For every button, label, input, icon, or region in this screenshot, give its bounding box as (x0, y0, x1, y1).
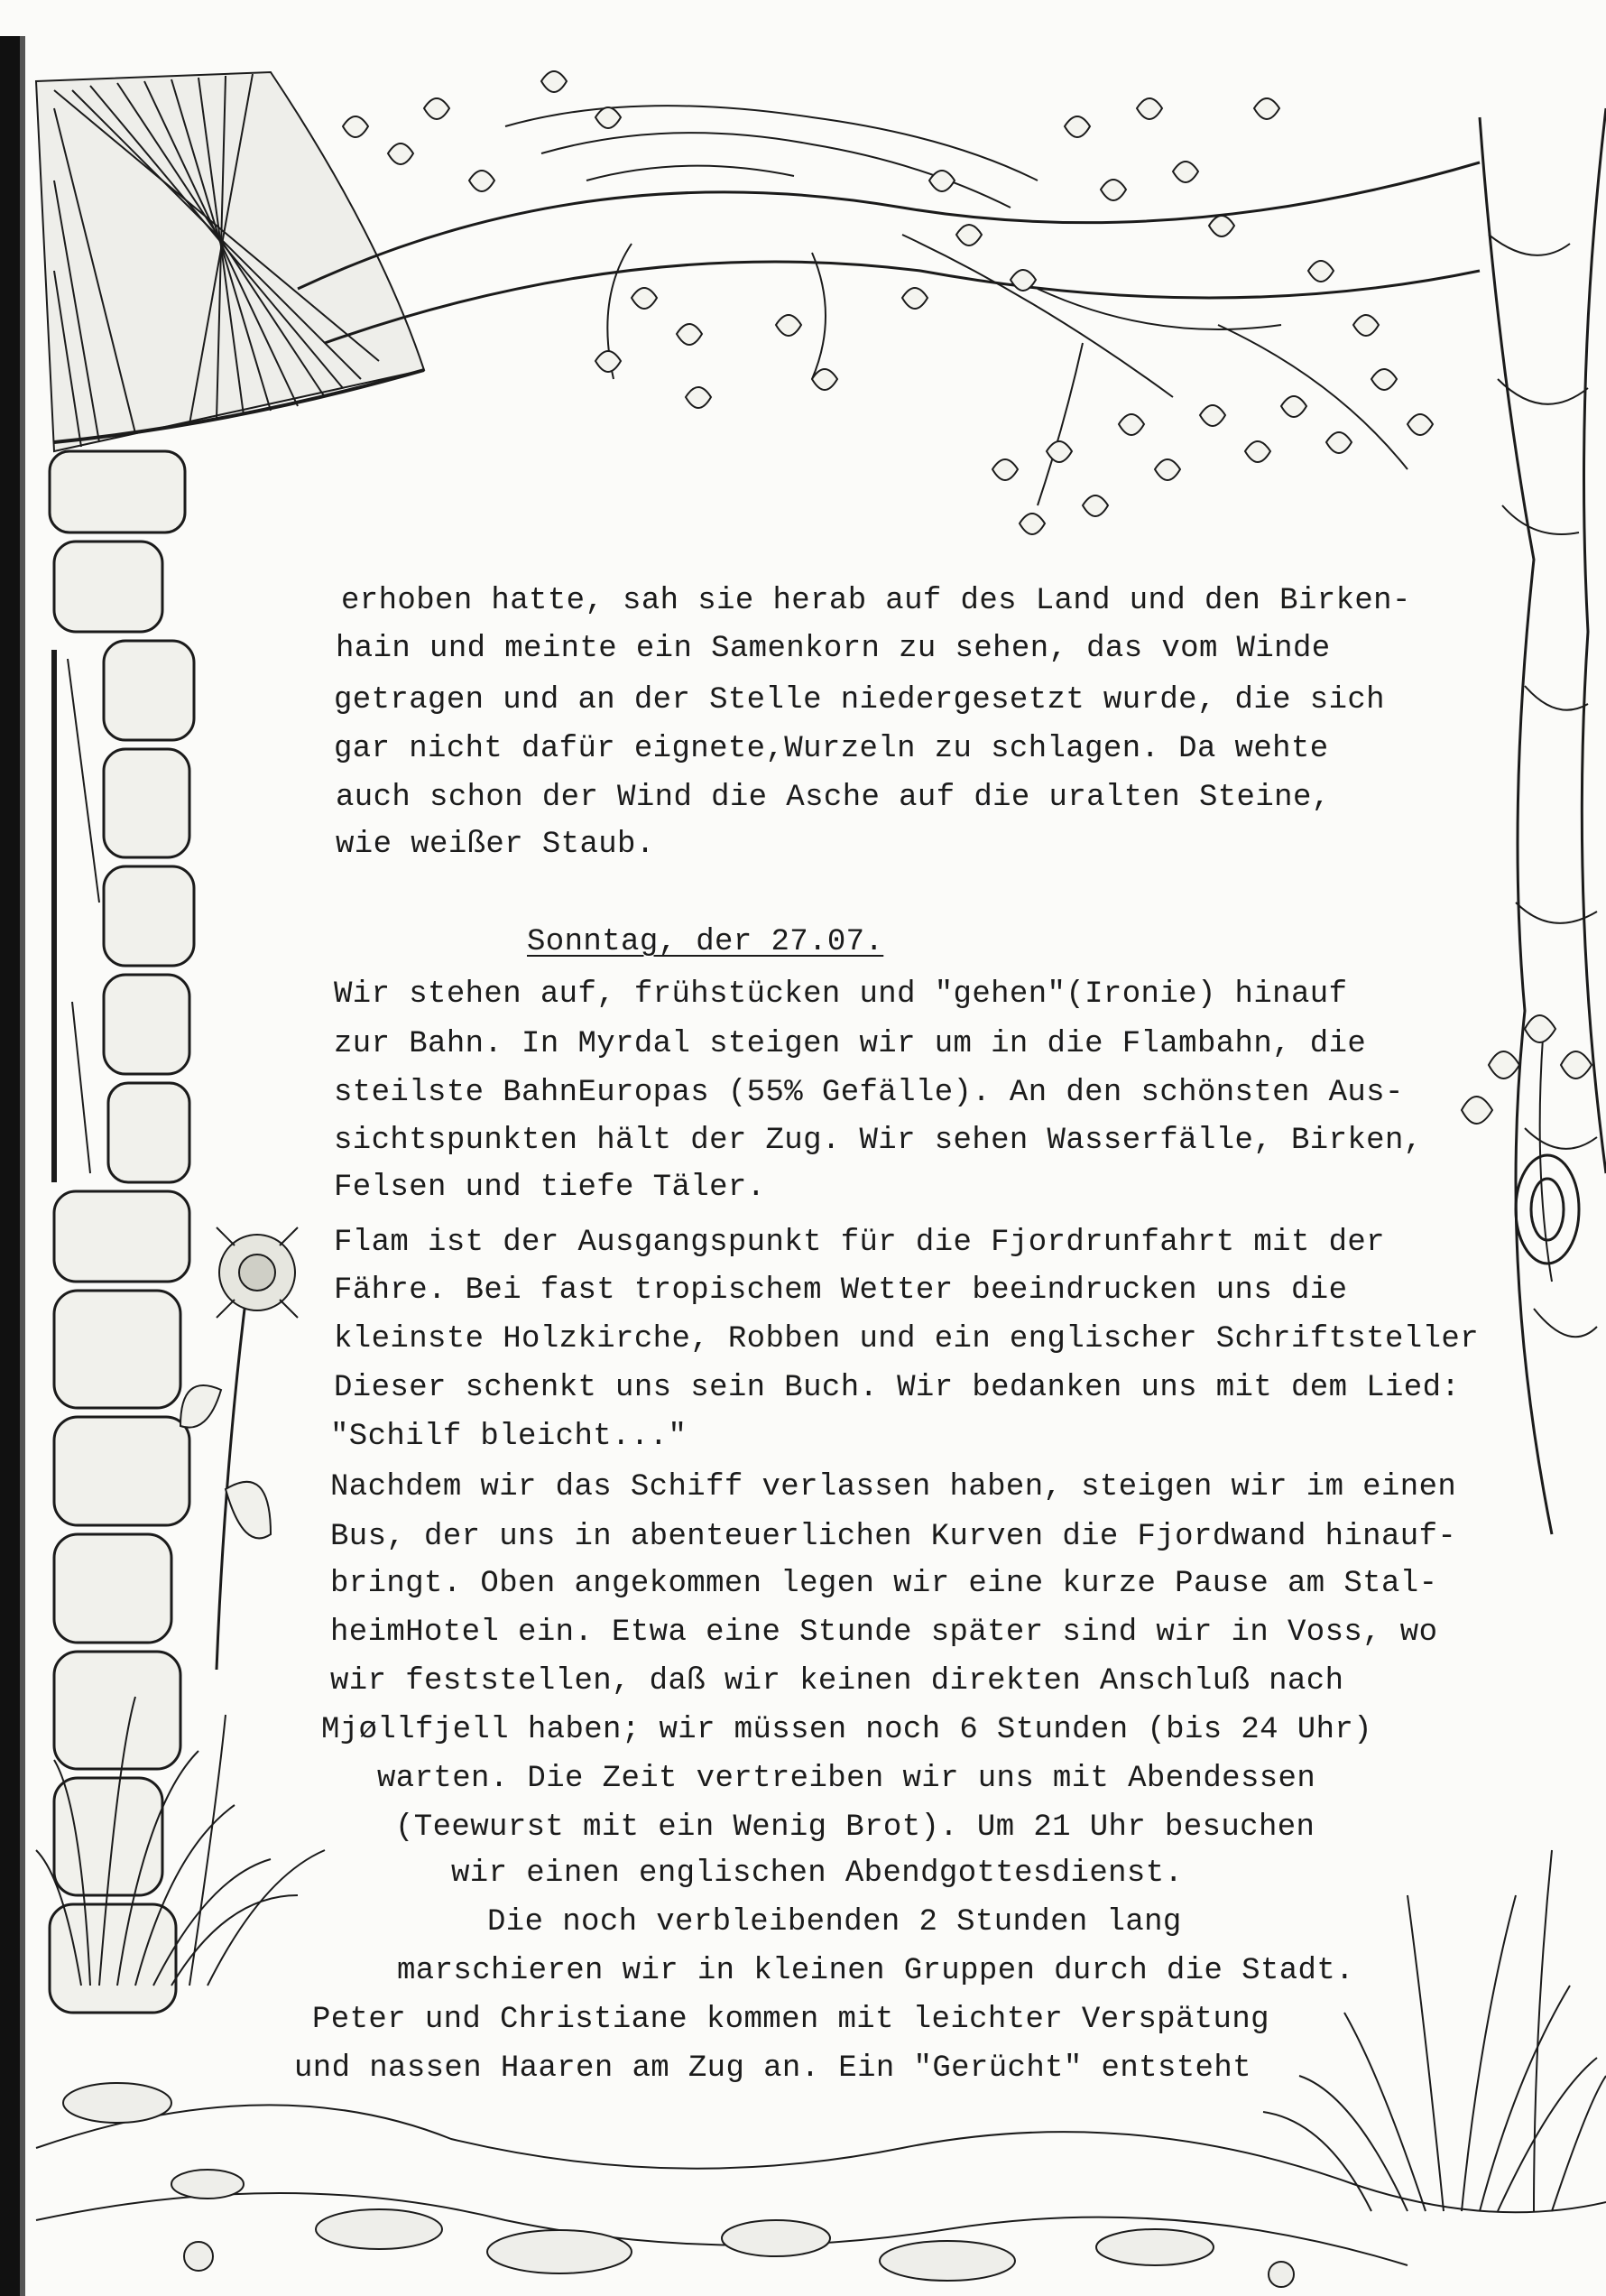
paragraph-2-line: wir feststellen, daß wir keinen direkten Anschluß nach (330, 1664, 1344, 1699)
paragraph-2-line: Flam ist der Ausgangspunkt für die Fjordrunfahrt mit der (334, 1226, 1385, 1260)
paragraph-2-line: "Schilf bleicht..." (330, 1420, 688, 1454)
binding-edge (0, 36, 20, 2296)
paragraph-2-line: Nachdem wir das Schiff verlassen haben, steigen wir im einen (330, 1470, 1457, 1504)
paragraph-2-line: heimHotel ein. Etwa eine Stunde später sind wir in Voss, wo (330, 1616, 1438, 1650)
paragraph-1-line: auch schon der Wind die Asche auf die uralten Steine, (336, 781, 1331, 815)
stone-wall-icon (50, 451, 194, 2013)
paragraph-2-line: warten. Die Zeit vertreiben wir uns mit Abendessen (377, 1762, 1316, 1796)
paragraph-2-line: marschieren wir in kleinen Gruppen durch die Stadt. (397, 1954, 1354, 1988)
paragraph-1-line: wie weißer Staub. (336, 828, 655, 862)
paragraph-2-line: Bus, der uns in abenteuerlichen Kurven die Fjordwand hinauf- (330, 1520, 1457, 1554)
stream-icon (36, 2083, 1606, 2287)
paragraph-2-line: zur Bahn. In Myrdal steigen wir um in die Flambahn, die (334, 1027, 1367, 1061)
paragraph-1-line: erhoben hatte, sah sie herab auf des Land und den Birken- (341, 584, 1411, 618)
paragraph-2-line: Fähre. Bei fast tropischem Wetter beeindrucken uns die (334, 1273, 1348, 1308)
birch-trunk-icon (1480, 108, 1606, 1534)
grass-icon-right (1263, 1850, 1606, 2211)
birch-branch-icon (298, 106, 1480, 505)
leaves-icon (343, 71, 1433, 534)
paragraph-2-line: Dieser schenkt uns sein Buch. Wir bedanken uns mit dem Lied: (334, 1371, 1461, 1405)
paragraph-2-line: kleinste Holzkirche, Robben und ein englischer Schriftsteller (334, 1322, 1480, 1356)
paragraph-2-line: Peter und Christiane kommen mit leichter Verspätung (312, 2003, 1269, 2037)
paragraph-2-line: steilste BahnEuropas (55% Gefälle). An den schönsten Aus- (334, 1076, 1404, 1110)
paragraph-2-line: wir einen englischen Abendgottesdienst. (451, 1856, 1184, 1891)
paragraph-2-line: Wir stehen auf, frühstücken und "gehen"(Ironie) hinauf (334, 977, 1348, 1012)
paragraph-2-line: Die noch verbleibenden 2 Stunden lang (487, 1905, 1182, 1940)
paragraph-1-line: gar nicht dafür eignete,Wurzeln zu schlagen. Da wehte (334, 732, 1329, 766)
paragraph-1-line: getragen und an der Stelle niedergesetzt wurde, die sich (334, 683, 1385, 718)
sunflower-icon (180, 1227, 298, 1670)
paragraph-2-line: und nassen Haaren am Zug an. Ein "Gerücht" entsteht (294, 2051, 1251, 2086)
page-heading: Sonntag, der 27.07. (527, 925, 884, 959)
paragraph-2-line: bringt. Oben angekommen legen wir eine kurze Pause am Stal- (330, 1567, 1438, 1601)
paragraph-2-line: Felsen und tiefe Täler. (334, 1171, 766, 1205)
paragraph-2-line: (Teewurst mit ein Wenig Brot). Um 21 Uhr besuchen (395, 1810, 1315, 1845)
paragraph-2-line: Mjøllfjell haben; wir müssen noch 6 Stunden (bis 24 Uhr) (321, 1713, 1372, 1747)
paragraph-1-line: hain und meinte ein Samenkorn zu sehen, das vom Winde (336, 632, 1331, 666)
paragraph-2-line: sichtspunkten hält der Zug. Wir sehen Wasserfälle, Birken, (334, 1124, 1423, 1158)
